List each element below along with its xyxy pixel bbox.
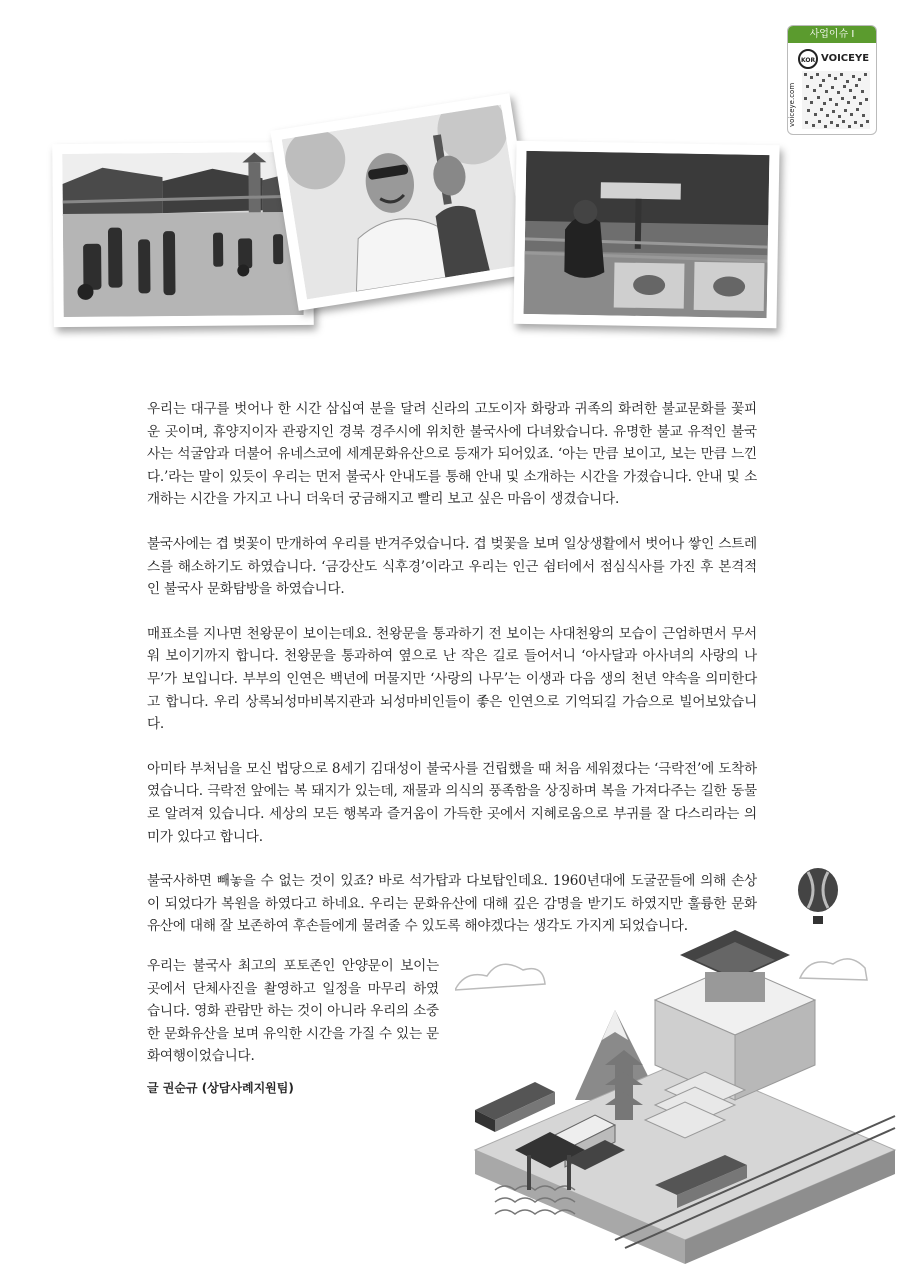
temple-hall-icon [655,930,815,1100]
hot-air-balloon-icon [798,868,838,924]
paragraph-2: 불국사에는 겹 벚꽃이 만개하여 우리를 반겨주었습니다. 겹 벚꽃을 보며 일상생활에서 벗어나 쌓인 스트레스를 해소하기도 하였습니다. ‘금강산도 식후경’이라고 우리는 인근 쉼터에서 점심식사를 가진 후 본격적인 불국사 문화탐방을 하였습니다. [147,535,757,598]
cloud-icon [455,959,867,990]
paragraph-4: 아미타 부처님을 모신 법당으로 8세기 김대성이 불국사를 건립했을 때 처음 세워졌다는 ‘극락전’에 도착하였습니다. 극락전 앞에는 복 돼지가 있는데, 재물과 의식의 풍족함을 상징하며 복을 가져다주는 길한 동물로 알려져 있습니다. 세상의 모든 행복과 즐거움이 가득한 곳에서 지혜로움으로 부귀를 잘 다스리라는 의미가 있다고 합니다. [147,760,757,845]
paragraph-5: 불국사하면 빼놓을 수 없는 것이 있죠? 바로 석가탑과 다보탑인데요. 1960년대에 도굴꾼들에 의해 손상이 되었다가 복원을 하였다고 하네요. 우리는 문화유산에 대해 깊은 감명을 받기도 하였지만 훌륭한 문화유산에 대해 잘 보존하여 후손들에게 물려줄 수 있도록 해야겠다는 생각도 가지게 되었습니다. [147,873,757,935]
voiceye-url: voiceye.com [788,82,796,127]
paragraph-3: 매표소를 지나면 천왕문이 보이는데요. 천왕문을 통과하기 전 보이는 사대천왕의 모습이 근엄하면서 무서워 보이기까지 합니다. 천왕문을 통과하여 옆으로 난 작은 길로 들어서니 ‘아사달과 아사녀의 사랑의 나무’가 보입니다. 부부의 인연은 백년에 머물지만 ‘사랑의 나무’는 이생과 다음 생의 천년 약속을 의미한다고 합니다. 우리 상록뇌성마비복지관과 뇌성마비인들이 좋은 인연으로 기억되길 가슴으로 빌어보았습니다. [147,625,757,733]
photo-visitors-smiling [270,93,537,311]
paragraph-1: 우리는 대구를 벗어나 한 시간 삼십여 분을 달려 신라의 고도이자 화랑과 귀족의 화려한 불교문화를 꽃피운 곳이며, 휴양지이자 관광지인 경북 경주시에 위치한 불국사에 다녀왔습니다. 유명한 불교 유적인 불국사는 석굴암과 더불어 유네스코에 세계문화유산으로 등재가 되어있죠. ‘아는 만큼 보이고, 보는 만큼 느낀다.’라는 말이 있듯이 우리는 먼저 불국사 안내도를 통해 안내 및 소개하는 시간을 가졌습니다. 안내 및 소개하는 시간을 가지고 나니 더욱더 궁금해지고 빨리 보고 싶은 마음이 생겼습니다. [147,401,757,508]
isometric-temple-illustration [455,860,900,1264]
paragraph-6: 우리는 불국사 최고의 포토존인 안양문이 보이는 곳에서 단체사진을 촬영하고 일정을 마무리 하였습니다. 영화 관람만 하는 것이 아니라 우리의 소중한 문화유산을 보며 유익한 시간을 가질 수 있는 문화여행이었습니다. [147,958,439,1065]
section-label: 사업이슈 I [788,26,876,43]
visitors-smiling-image [282,105,527,300]
stone-footprints-image [524,151,770,318]
kor-seal-text: KOR [801,57,816,64]
voiceye-code [788,43,876,135]
voiceye-logo: VOICEYE [821,53,870,64]
temple-courtyard-image [62,152,303,317]
photo-stone-footprints [513,141,779,329]
author-credit: 글 권순규 (상담사례지원팀) [147,1081,294,1095]
voiceye-badge [787,25,877,135]
voiceye-dot-pattern [802,71,870,129]
photo-temple-courtyard [52,142,314,327]
